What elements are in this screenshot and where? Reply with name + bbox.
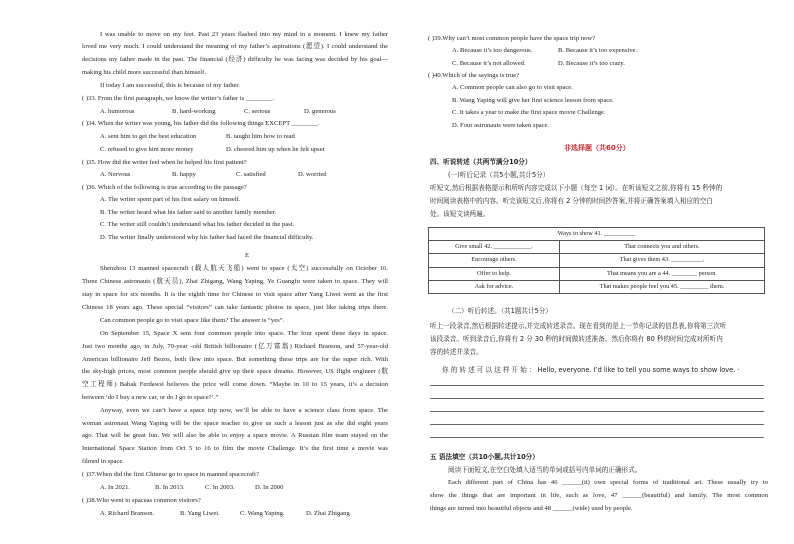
question-37-stem: ( )37.When did the first Chinese go to space in manned spacecraft? — [82, 471, 259, 478]
passage-d-line: If today I am successful, this is because of my father. — [100, 82, 240, 89]
q33-option-a[interactable]: A. humorous — [100, 108, 135, 115]
passage-e-line: International Space Station from Oct 5 to 16 to film the movie Challenge. It’s the first time a movie was — [82, 445, 388, 452]
answer-line[interactable] — [430, 437, 764, 438]
q39-option-c[interactable]: C. Because it’s not allowed. — [452, 60, 526, 67]
answer-line[interactable] — [430, 411, 764, 412]
table-cell: Ask for advice. — [429, 280, 560, 293]
section-4-title: 四、听说转述（共两节满分10分） — [430, 158, 532, 166]
section-5-instruction: 阅读下面短文,在空白处填入适当的单词或括号内单词的正确形式。 — [448, 466, 642, 474]
grammar-passage-line: show the things that are important in life, such as love, 47 ______(beautiful) and family. The most common — [430, 492, 768, 499]
question-33-stem: ( )33. From the first paragraph, we know the writer’s father is ________. — [82, 95, 274, 102]
section-4-instruction-line: 听短文,然后根据表格提示和所听内容完成以下小题（每空 1 词）。在听该短文之前,你将有 15 秒钟的 — [430, 184, 723, 192]
q40-option-b[interactable]: B. Wang Yaping will give her first science lesson from space. — [452, 97, 614, 104]
section-4-part2-instruction: 该段录音。听到录音后,你将有 2 分 30 秒的时间做转述准备。然后你将有 80 秒的时间完成对所听内 — [430, 335, 723, 343]
passage-d-line: making his child more successful than himself. — [82, 69, 206, 76]
q35-option-d[interactable]: D. worried — [298, 171, 327, 178]
q33-option-d[interactable]: D. generous — [304, 108, 336, 115]
q37-option-d[interactable]: D. In 2000 — [255, 484, 284, 491]
answer-line[interactable] — [430, 424, 764, 425]
q34-option-a[interactable]: A. sent him to get the best education — [100, 133, 197, 140]
q35-option-c[interactable]: C. satisfied — [236, 171, 266, 178]
question-40-stem: ( )40.Which of the sayings is true? — [428, 72, 520, 79]
passage-e-line: stay in space for six months. It is the eighth time for Chinese to visit space after Yang Liwei went as the first — [82, 291, 388, 298]
q40-option-a[interactable]: A. Common people can also go to visit space. — [452, 84, 573, 91]
q36-option-c[interactable]: C. The writer still couldn’t understand what his father decided in the past. — [100, 221, 295, 228]
grammar-passage-line: Each different part of China has 46 ______(it) own special forms of traditional art. These usually try to — [448, 479, 768, 486]
section-4-instruction-line: 时间阅读表格中的内容。听完该短文后,你将有 2 分钟的时间抄答案,并将正确答案填入相应的空白 — [430, 197, 713, 205]
q39-option-d[interactable]: D. Because it’s too crazy. — [558, 60, 625, 67]
q34-option-c[interactable]: C. refused to give him more money — [100, 146, 194, 153]
passage-e-line: Just two months ago, in July, 70-year -old British billionaire (亿万富翁) Richard Branson, and 57-year-old — [82, 343, 388, 350]
table-cell: Offer to help. — [429, 267, 560, 280]
q35-option-a[interactable]: A. Nervous — [100, 171, 131, 178]
passage-e-line: Chinese 18 years ago. These special “visitors” can take fantastic photos in space, just like taking trips there. — [82, 304, 388, 311]
section-4-part2-instruction: 容的转述并录音。 — [430, 348, 483, 356]
question-35-stem: ( )35. How did the writer feel when he helped his first patient? — [82, 159, 247, 166]
q37-option-c[interactable]: C. In 2003. — [205, 484, 235, 491]
table-cell[interactable]: That gives them 43. __________. — [559, 254, 764, 267]
q33-option-b[interactable]: B. hard-working — [172, 108, 216, 115]
passage-d-line: loved me very much. I could understand the meaning of my father’s aspirations (愿望). I could understand the — [82, 43, 388, 50]
section-4-part1-title: (一)听后记录（共5小题,共计5分） — [448, 171, 550, 179]
q34-option-b[interactable]: B. taught him how to read — [226, 133, 295, 140]
q33-option-c[interactable]: C. serious — [244, 108, 271, 115]
passage-e-line: Three Chinese astronauts (航天员), Zhai Zhigang, Wang Yaping, Ye Guangfu were taken to space. They will — [82, 278, 388, 285]
passage-e-line: woman astronaut Wang Yaping will be the space teacher to give us such a lesson just as she did eight years — [82, 420, 388, 427]
question-34-stem: ( )34. When the writer was young, his father did the following things EXCEPT ________. — [82, 120, 320, 127]
passage-d-line: I was unable to move on my feet. Past 23 years flashed into my mind in a moment. I knew my father — [100, 31, 388, 38]
table-cell[interactable]: That means you are a 44. ________ person. — [559, 267, 764, 280]
section-4-part2-title: （二）听后转述。（共1题共计5分） — [448, 307, 552, 315]
passage-e-line: Can common people go to visit space like them? The answer is “yes”. — [100, 317, 285, 324]
answer-line[interactable] — [430, 398, 764, 399]
table-cell: Encourage others. — [429, 254, 560, 267]
passage-e-line: between ‘do I buy a new car, or do I go to space?’.” — [82, 394, 219, 401]
table-header[interactable]: Ways to show 41. __________ — [429, 228, 765, 241]
q37-option-a[interactable]: A. In 2021. — [100, 484, 131, 491]
section-4-part2-instruction: 听上一段录音,然后根据转述提示,并完成转述录音。现在看到的是上一节你记录的信息表,你将第三次听 — [430, 322, 727, 330]
q37-option-b[interactable]: B. In 2013. — [155, 484, 185, 491]
passage-e-line: 空工程师) Babak Ferdawsi believes the price will come down. “Maybe in 10 to 15 years, it’s a decision — [82, 381, 388, 388]
q36-option-d[interactable]: D. The writer finally understood why his father had faced the financial difficulty. — [100, 234, 314, 241]
passage-e-line: filmed in space. — [82, 458, 124, 465]
q35-option-b[interactable]: B. happy — [172, 171, 196, 178]
question-36-stem: ( )36. Which of the following is true according to the passage? — [82, 184, 247, 191]
q39-option-b[interactable]: B. Because it’s too expensive. — [558, 47, 638, 54]
q40-option-c[interactable]: C. It takes a year to make the first space movie Challenge. — [452, 109, 606, 116]
question-38-stem: ( )38.Who went to spaceas common visitors? — [82, 497, 201, 504]
q36-option-a[interactable]: A. The writer spent part of his first salary on himself. — [100, 196, 241, 203]
q40-option-d[interactable]: D. Four astronauts were taken space. — [452, 122, 550, 129]
passage-e-line: ago. That will be great fun. We will also be able to enjoy a space movie. A Russian film team stayed on the — [82, 432, 388, 439]
q38-option-a[interactable]: A. Richard Branson. — [100, 510, 155, 517]
listening-record-table — [428, 227, 765, 294]
q39-option-a[interactable]: A. Because it’s too dangerous. — [452, 47, 533, 54]
question-39-stem: ( )39.Why can’t most common people have the space trip now? — [428, 35, 596, 42]
retell-prompt: 你 的 转 述 可 以 这 样 开 始 ： Hello, everyone. I’d like to tell you some ways to show love. · — [442, 366, 740, 374]
q38-option-b[interactable]: B. Yang Liwei. — [180, 510, 220, 517]
section-5-title: 五 语法填空（共10小题,共计10分） — [430, 453, 539, 461]
passage-e-line: Shenzhou 13 manned spacecraft (载人航天飞船) went to space (太空) successfully on October 16. — [100, 265, 388, 272]
non-mc-section-heading: 非选择题（共60分） — [564, 144, 630, 152]
table-cell[interactable]: Give small 42. ____________. — [429, 241, 560, 254]
answer-line[interactable] — [430, 385, 764, 386]
passage-e-line: the sky-high prices, most common people should give up their space dreams. However, US flight engineer (航 — [82, 368, 388, 375]
passage-e-line: On September 15, Space X sent four common people into space. The four spent three days in space. — [100, 330, 388, 337]
q36-option-b[interactable]: B. The writer heard what his father said to another family member. — [100, 209, 277, 216]
q38-option-c[interactable]: C. Wang Yaping. — [240, 510, 285, 517]
passage-e-letter: E — [245, 252, 250, 259]
grammar-passage-line: things are turned into beautiful objects and 48 ______(wide) used by people. — [430, 505, 633, 512]
section-4-instruction-line: 处。该短文读两遍。 — [430, 210, 490, 218]
table-cell: That connects you and others. — [559, 241, 764, 254]
q38-option-d[interactable]: D. Zhai Zhigang — [306, 510, 350, 517]
passage-d-line: decisions my father made in the past. The financial (经济) difficulty he was facing was decided by his goal— — [82, 56, 388, 63]
q34-option-d[interactable]: D. cheered him up when he felt upset — [226, 146, 325, 153]
table-cell[interactable]: That makes people feel you 45. _________ them. — [559, 280, 764, 293]
passage-e-line: Anyway, even we can’t have a space trip now, we’ll be able to have a science class from space. The — [100, 407, 388, 414]
passage-e-line: American billionaire Jeff Bezos, both flew into space. But something these trips are for the super rich. With — [82, 356, 388, 363]
